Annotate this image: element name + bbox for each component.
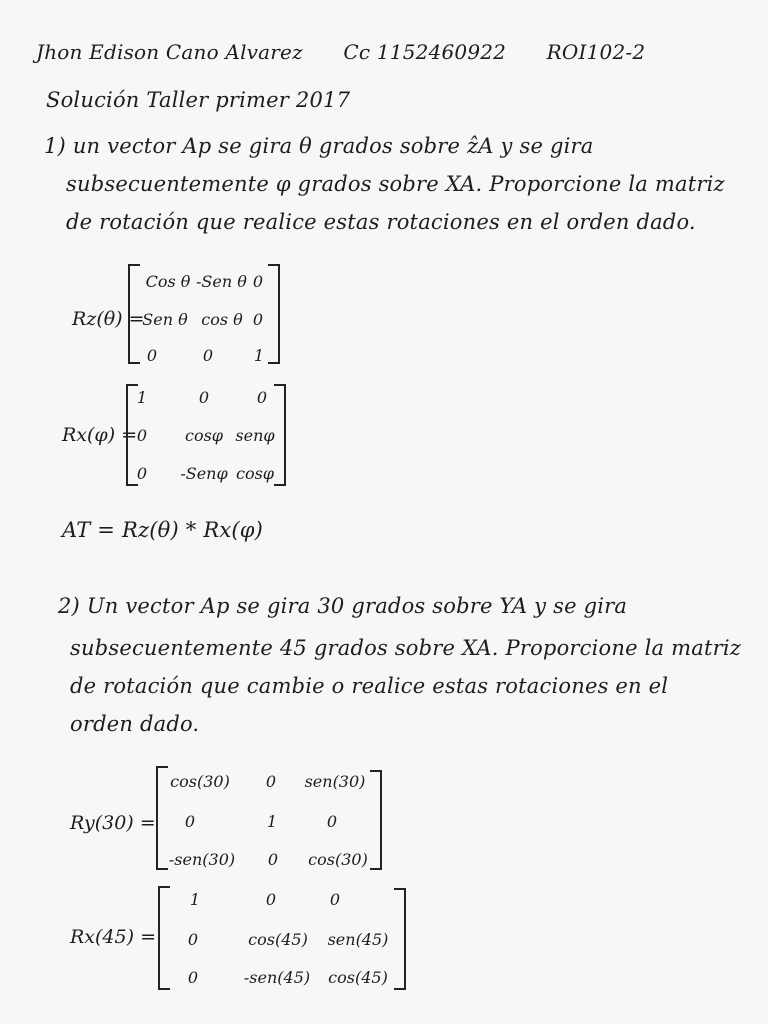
problem1-line-1: 1) un vector Ap se gira θ grados sobre ẑA y se gira: [44, 134, 594, 158]
rx-phi-cell: 0: [256, 388, 268, 407]
rx45-cell: 0: [187, 930, 199, 949]
rx-phi-cell: -Senφ: [180, 464, 228, 483]
rz-label: Rz(θ) =: [72, 308, 145, 330]
author-name: Jhon Edison Cano Alvarez: [36, 40, 303, 64]
rx45-label: Rx(45) =: [70, 926, 156, 948]
rz-cell: 0: [146, 346, 158, 365]
problem2-line-3: de rotación que cambie o realice estas rotaciones en el: [70, 674, 669, 698]
rz-cell: cos θ: [201, 310, 243, 329]
rx45-cell: cos(45): [328, 968, 388, 987]
rx-phi-cell: senφ: [235, 426, 275, 445]
problem2-line-2: subsecuentemente 45 grados sobre XA. Proporcione la matriz: [70, 636, 742, 660]
rx45-cell: 1: [189, 890, 201, 909]
ry-cell: 1: [266, 812, 278, 831]
ry-cell: 0: [326, 812, 338, 831]
rz-cell: Cos θ: [145, 272, 191, 291]
page-title: Solución Taller primer 2017: [46, 88, 351, 112]
rx45-cell: -sen(45): [243, 968, 311, 987]
rx-phi-label: Rx(φ) =: [62, 424, 138, 446]
problem1-line-3: de rotación que realice estas rotaciones en el orden dado.: [66, 210, 696, 234]
rz-bracket-right: [268, 264, 280, 364]
rx45-cell: 0: [265, 890, 277, 909]
rz-cell: 0: [252, 310, 264, 329]
rx45-cell: 0: [187, 968, 199, 987]
rx45-bracket-right: [394, 888, 406, 990]
rz-cell: 1: [253, 346, 265, 365]
rx45-cell: sen(45): [327, 930, 389, 949]
ry-cell: -sen(30): [168, 850, 236, 869]
ry-cell: sen(30): [304, 772, 366, 791]
student-id: Cc 1152460922: [343, 40, 507, 64]
rx45-cell: cos(45): [248, 930, 308, 949]
rz-cell: 0: [202, 346, 214, 365]
ry-cell: 0: [267, 850, 279, 869]
rx45-cell: 0: [329, 890, 341, 909]
ry-cell: cos(30): [308, 850, 368, 869]
rx-phi-cell: 1: [136, 388, 148, 407]
rx-phi-cell: 0: [198, 388, 210, 407]
rx-phi-cell: cosφ: [235, 464, 274, 483]
rx-phi-cell: 0: [136, 464, 148, 483]
header-line: [36, 40, 679, 64]
problem2-line-1: 2) Un vector Ap se gira 30 grados sobre YA y se gira: [58, 594, 628, 618]
ry-cell: cos(30): [170, 772, 230, 791]
ry-cell: 0: [265, 772, 277, 791]
rx45-bracket-left: [158, 886, 170, 990]
rx-phi-cell: 0: [136, 426, 148, 445]
course-code: ROI102-2: [546, 40, 646, 64]
rz-cell: Sen θ: [142, 310, 188, 329]
rz-cell: 0: [252, 272, 264, 291]
rz-cell: -Sen θ: [196, 272, 247, 291]
problem1-result: AT = Rz(θ) * Rx(φ): [62, 518, 264, 542]
ry-label: Ry(30) =: [70, 812, 156, 834]
problem2-line-4: orden dado.: [70, 712, 200, 736]
ry-cell: 0: [184, 812, 196, 831]
rx-phi-cell: cosφ: [184, 426, 223, 445]
problem1-line-2: subsecuentemente φ grados sobre XA. Proporcione la matriz: [66, 172, 725, 196]
